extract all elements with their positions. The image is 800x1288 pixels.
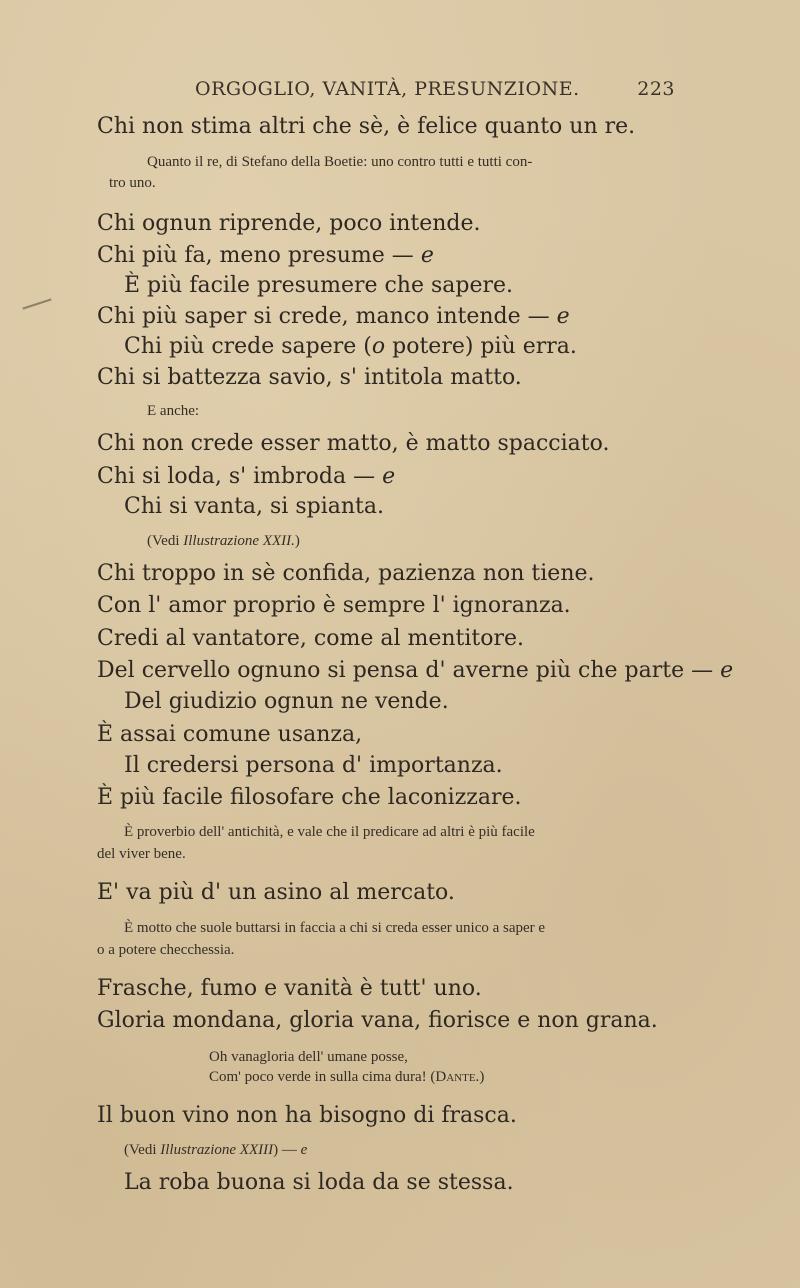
pencil-mark <box>22 298 51 309</box>
proverb-line: Chi più fa, meno presume — e <box>97 243 434 268</box>
page-number: 223 <box>637 78 675 100</box>
proverb-line: Chi più crede sapere (o potere) più erra. <box>124 334 577 359</box>
proverb-line: La roba buona si loda da se stessa. <box>124 1170 514 1195</box>
proverb-line: Del cervello ognuno si pensa d' averne più che parte — e <box>97 658 734 683</box>
proverb-line: Gloria mondana, gloria vana, fiorisce e non grana. <box>97 1008 658 1033</box>
note-line: È proverbio dell' antichità, e vale che il predicare ad altri è più facile <box>124 824 535 840</box>
proverb-line: Chi non crede esser matto, è matto spacciato. <box>97 431 610 456</box>
proverb-line: Frasche, fumo e vanità è tutt' uno. <box>97 976 482 1001</box>
proverb-line: Il credersi persona d' importanza. <box>124 753 503 778</box>
header-title: ORGOGLIO, VANITÀ, PRESUNZIONE. <box>195 78 580 100</box>
note-line: o a potere checchessia. <box>97 942 235 958</box>
proverb-line: Chi ognun riprende, poco intende. <box>97 211 481 236</box>
proverb-line: È più facile presumere che sapere. <box>124 273 514 298</box>
note-line: E anche: <box>147 403 200 419</box>
note-line: Quanto il re, di Stefano della Boetie: uno contro tutti e tutti con- <box>147 154 533 170</box>
note-line: È motto che suole buttarsi in faccia a chi si creda esser unico a saper e <box>124 920 546 936</box>
proverb-line: È assai comune usanza, <box>97 722 363 747</box>
proverb-line: Credi al vantatore, come al mentitore. <box>97 626 525 651</box>
proverb-line: Del giudizio ognun ne vende. <box>124 689 449 714</box>
proverb-line: E' va più d' un asino al mercato. <box>97 880 455 905</box>
note-line: (Vedi Illustrazione XXIII) — e <box>124 1142 308 1158</box>
proverb-line: Chi si battezza savio, s' intitola matto. <box>97 365 522 390</box>
proverb-line: Chi si loda, s' imbroda — e <box>97 464 396 489</box>
note-line: tro uno. <box>109 175 156 191</box>
verse-line: Com' poco verde in sulla cima dura! (Dante.) <box>209 1069 485 1085</box>
proverb-line: Con l' amor proprio è sempre l' ignoranza. <box>97 593 571 618</box>
proverb-line: Chi troppo in sè confida, pazienza non tiene. <box>97 561 595 586</box>
proverb-line: È più facile filosofare che laconizzare. <box>97 785 522 810</box>
proverb-line: Chi più saper si crede, manco intende — e <box>97 304 570 329</box>
verse-line: Oh vanagloria dell' umane posse, <box>209 1049 408 1065</box>
note-line: del viver bene. <box>97 846 186 862</box>
proverb-line: Chi non stima altri che sè, è felice quanto un re. <box>97 114 636 139</box>
proverb-line: Il buon vino non ha bisogno di frasca. <box>97 1103 517 1128</box>
note-line: (Vedi Illustrazione XXII.) <box>147 533 300 549</box>
proverb-line: Chi si vanta, si spianta. <box>124 494 384 519</box>
